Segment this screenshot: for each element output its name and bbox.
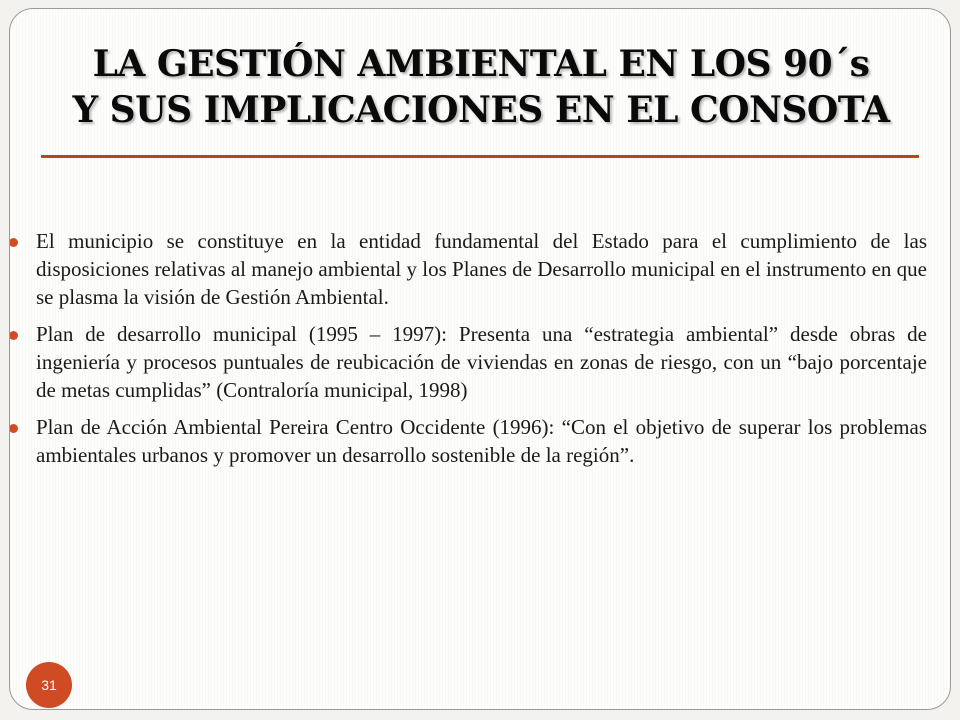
bullet-list: [10, 227, 951, 469]
bullet-item-1: [10, 227, 927, 311]
page-number-badge: 31: [26, 662, 72, 708]
bullet-item-3: [10, 413, 927, 469]
bullet-dot-icon: [9, 331, 18, 340]
title-line-1: LA GESTIÓN AMBIENTAL EN LOS 90´s: [92, 43, 870, 85]
bullet-dot-icon: [9, 424, 18, 433]
bullet-text-1: El municipio se constituye en la entidad fundamental del Estado para el cumplimiento de las disposiciones relativas al manejo ambiental y los Planes de Desarrollo municipal en el instrumento en que se plasma la visión de Gestión Ambiental.: [36, 229, 927, 309]
bullet-item-2: [10, 320, 927, 404]
bullet-dot-icon: [9, 238, 18, 247]
title-line-2: Y SUS IMPLICACIONES EN EL CONSOTA: [72, 89, 890, 131]
bullet-text-2: Plan de desarrollo municipal (1995 – 1997): Presenta una “estrategia ambiental” desde obras de ingeniería y procesos puntuales de reubicación de viviendas en zonas de riesgo, con un “bajo porcentaje de metas cumplidas” (Contraloría municipal, 1998): [36, 322, 927, 402]
title-underline-divider: [41, 155, 919, 158]
slide: [9, 8, 951, 710]
slide-title: [10, 41, 951, 133]
bullet-text-3: Plan de Acción Ambiental Pereira Centro Occidente (1996): “Con el objetivo de superar los problemas ambientales urbanos y promover un desarrollo sostenible de la región”.: [36, 415, 927, 467]
bullet-list-container: [10, 227, 951, 478]
